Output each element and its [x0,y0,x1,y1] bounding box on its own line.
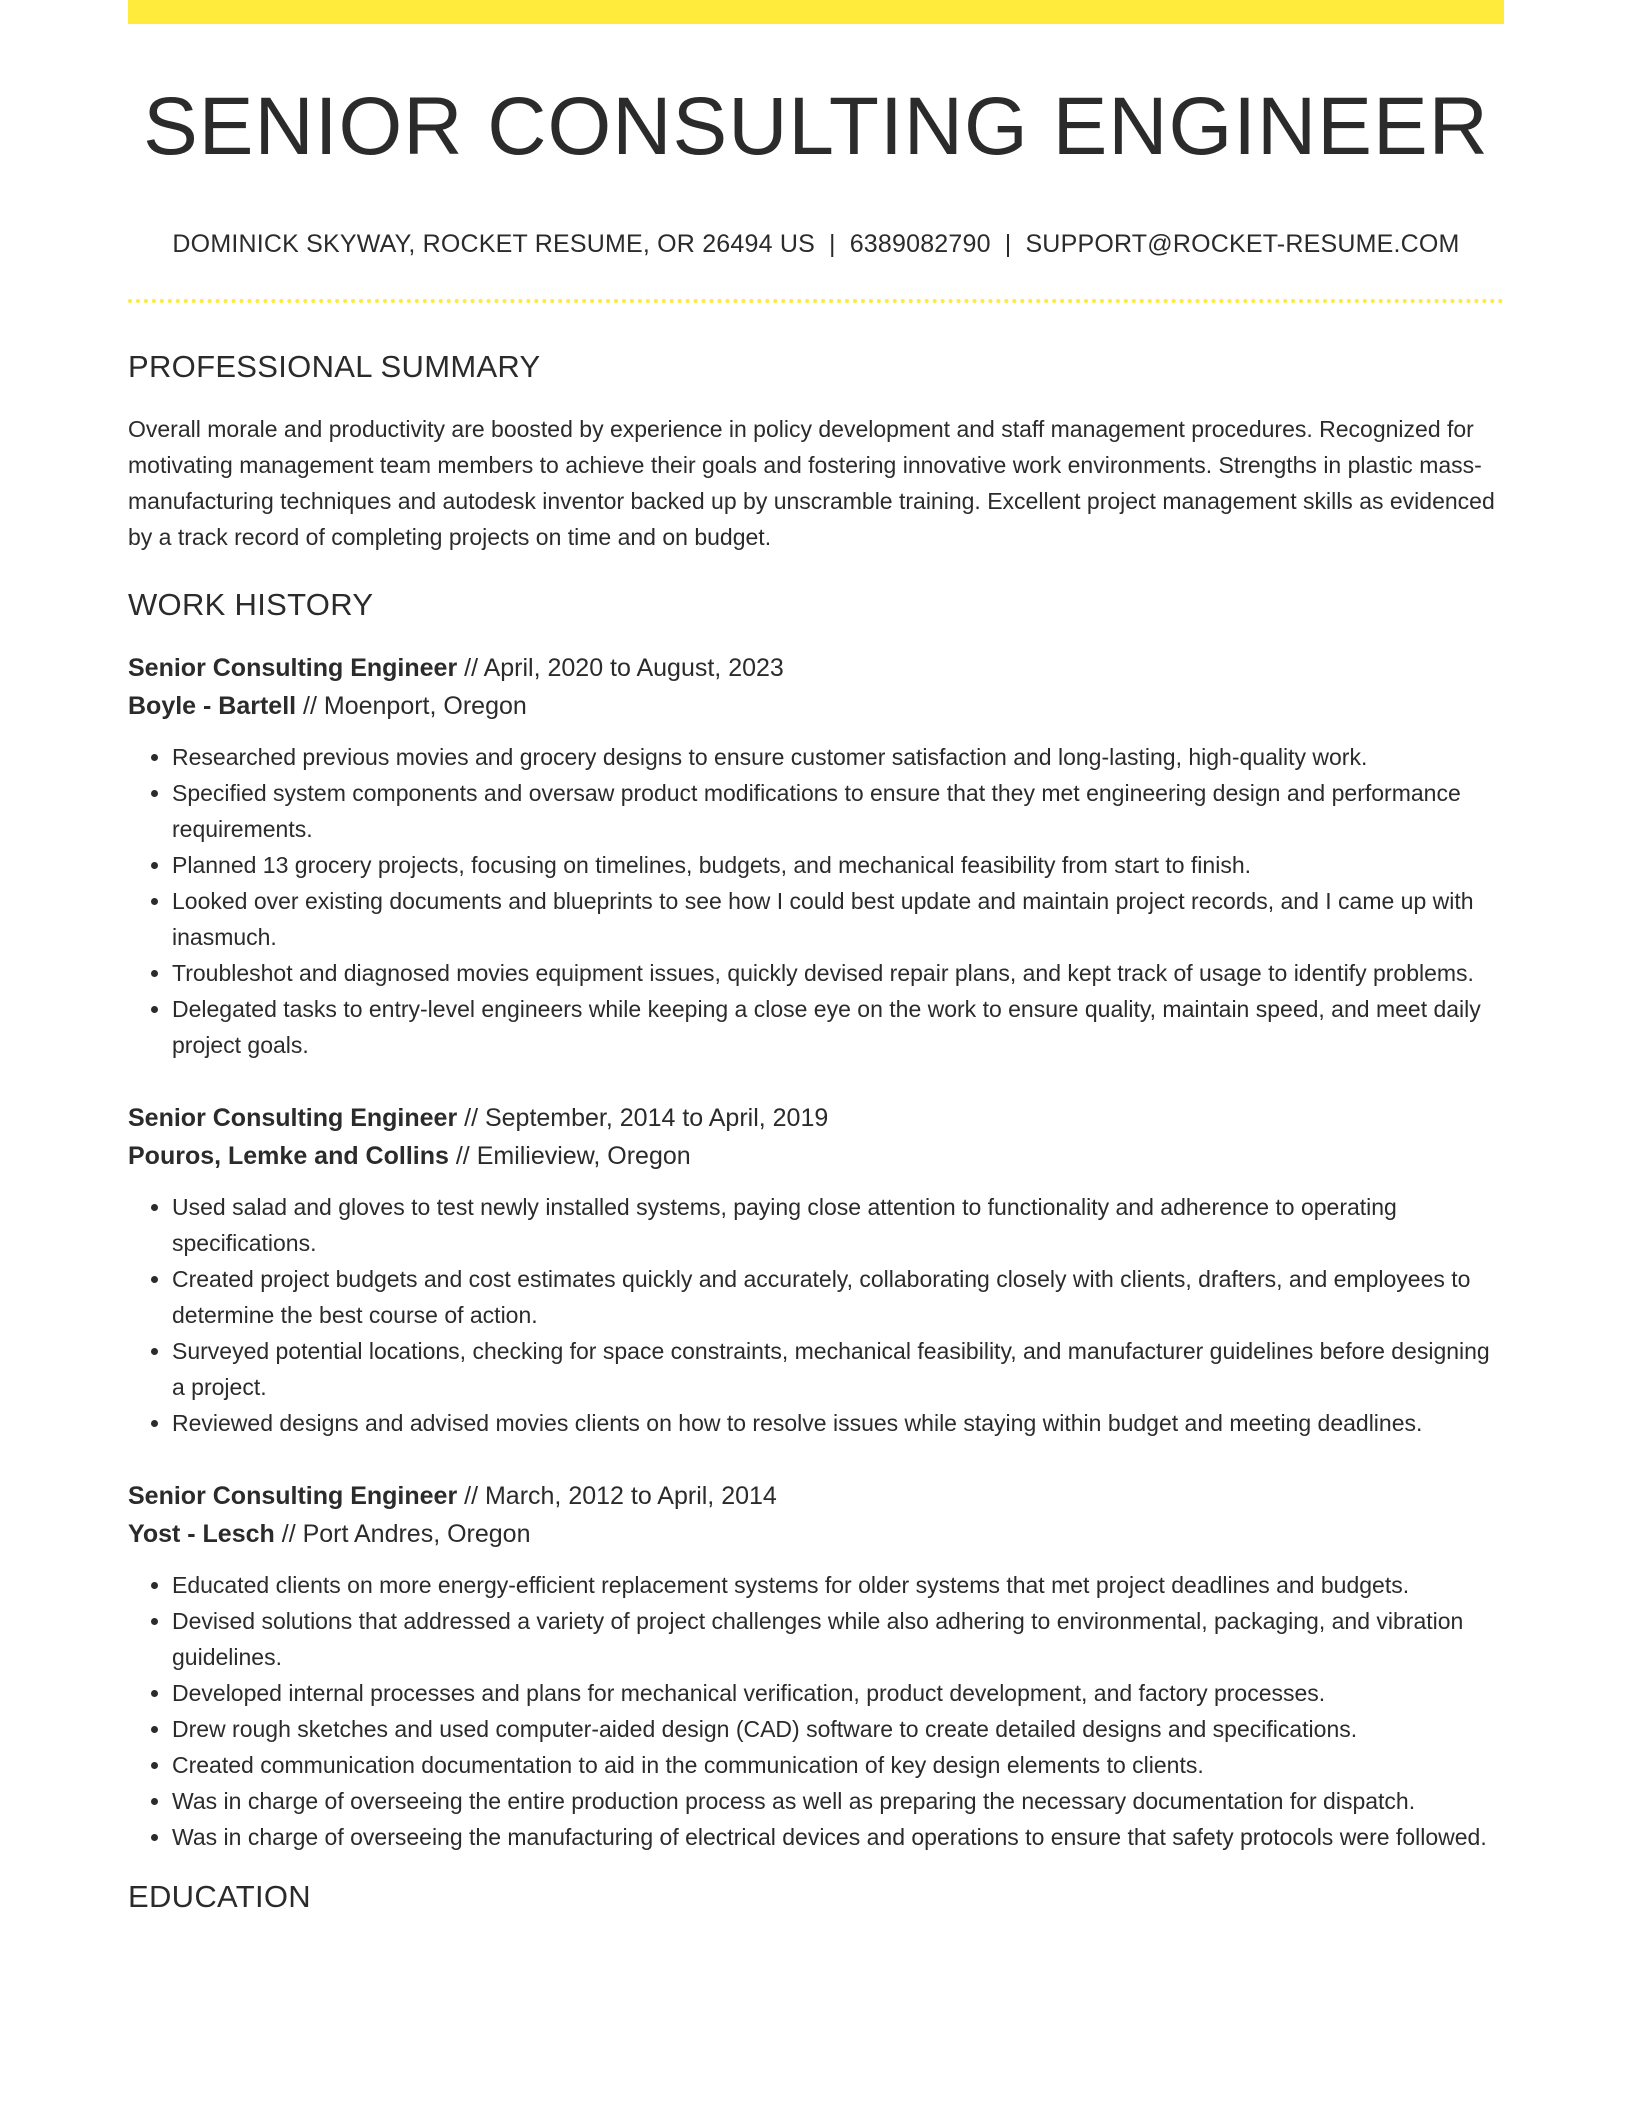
contact-address: DOMINICK SKYWAY, ROCKET RESUME, OR 26494 US [172,230,815,259]
job-company-line [128,687,1504,725]
contact-phone: 6389082790 [849,230,991,259]
resume-page [128,0,1504,1915]
job-bullet: • Developed internal processes and plans for mechanical verification, product development, and factory processes. [172,1675,1504,1711]
accent-bar [128,0,1504,24]
job-dates: // September, 2014 to April, 2019 [457,1104,829,1133]
job-bullet: • Was in charge of overseeing the entire production process as well as preparing the necessary documentation for dispatch. [172,1783,1504,1819]
job-bullet: • Devised solutions that addressed a variety of project challenges while also adhering to environmental, packaging, and vibration guidelines. [172,1603,1504,1675]
job-bullets [128,1189,1504,1441]
job-bullet: • Created communication documentation to aid in the communication of key design elements to clients. [172,1747,1504,1783]
job-entry [128,1477,1504,1855]
job-bullet: • Specified system components and oversaw product modifications to ensure that they met engineering design and performance requirements. [172,775,1504,847]
job-bullet: • Troubleshot and diagnosed movies equipment issues, quickly devised repair plans, and kept track of usage to identify problems. [172,955,1504,991]
summary-heading: PROFESSIONAL SUMMARY [128,349,541,385]
job-bullet: • Researched previous movies and grocery designs to ensure customer satisfaction and long-lasting, high-quality work. [172,739,1504,775]
job-title-line [128,1477,1504,1515]
job-company-line [128,1137,1504,1175]
job-bullet: • Created project budgets and cost estimates quickly and accurately, collaborating closely with clients, drafters, and employees to determine the best course of action. [172,1261,1504,1333]
job-bullet: • Drew rough sketches and used computer-aided design (CAD) software to create detailed designs and specifications. [172,1711,1504,1747]
job-title: Senior Consulting Engineer [128,654,458,683]
job-location: // Port Andres, Oregon [274,1520,531,1549]
resume-title: SENIOR CONSULTING ENGINEER [143,81,1489,172]
job-location: // Moenport, Oregon [296,692,527,721]
contact-separator: | [1004,230,1012,259]
job-bullet: • Delegated tasks to entry-level engineers while keeping a close eye on the work to ensure quality, maintain speed, and meet daily project goals. [172,991,1504,1063]
job-entry [128,649,1504,1063]
contact-line [128,230,1504,259]
job-bullets [128,1567,1504,1855]
job-title-line [128,649,1504,687]
work-history-heading: WORK HISTORY [128,587,374,623]
job-title-line [128,1099,1504,1137]
job-bullet: • Was in charge of overseeing the manufacturing of electrical devices and operations to ensure that safety protocols were followed. [172,1819,1504,1855]
contact-email: SUPPORT@ROCKET-RESUME.COM [1025,230,1460,259]
job-bullet: • Educated clients on more energy-efficient replacement systems for older systems that met project deadlines and budgets. [172,1567,1504,1603]
job-company-line [128,1515,1504,1553]
job-bullet: • Reviewed designs and advised movies clients on how to resolve issues while staying within budget and meeting deadlines. [172,1405,1504,1441]
job-bullet: • Surveyed potential locations, checking for space constraints, mechanical feasibility, and manufacturer guidelines before designing a project. [172,1333,1504,1405]
dotted-divider [128,299,1504,303]
job-company: Yost - Lesch [128,1520,275,1549]
job-dates: // March, 2012 to April, 2014 [457,1482,777,1511]
job-bullet: • Used salad and gloves to test newly installed systems, paying close attention to functionality and adherence to operating specifications. [172,1189,1504,1261]
job-location: // Emilieview, Oregon [448,1142,691,1171]
summary-text: Overall morale and productivity are boosted by experience in policy development and staff management procedures. Recognized for motivating management team members to achieve their goals and fostering innovative work environments. Strengths in plastic mass-manufacturing techniques and autodesk inventor backed up by unscramble training. Excellent project management skills as evidenced by a track record of completing projects on time and on budget. [128,416,1495,551]
job-title: Senior Consulting Engineer [128,1482,458,1511]
education-heading: EDUCATION [128,1879,311,1915]
job-bullet: • Planned 13 grocery projects, focusing on timelines, budgets, and mechanical feasibility from start to finish. [172,847,1504,883]
job-entry [128,1099,1504,1441]
job-title: Senior Consulting Engineer [128,1104,458,1133]
job-company: Boyle - Bartell [128,692,297,721]
job-bullet: • Looked over existing documents and blueprints to see how I could best update and maintain project records, and I came up with inasmuch. [172,883,1504,955]
job-bullets [128,739,1504,1063]
job-company: Pouros, Lemke and Collins [128,1142,449,1171]
job-dates: // April, 2020 to August, 2023 [457,654,784,683]
contact-separator: | [828,230,836,259]
